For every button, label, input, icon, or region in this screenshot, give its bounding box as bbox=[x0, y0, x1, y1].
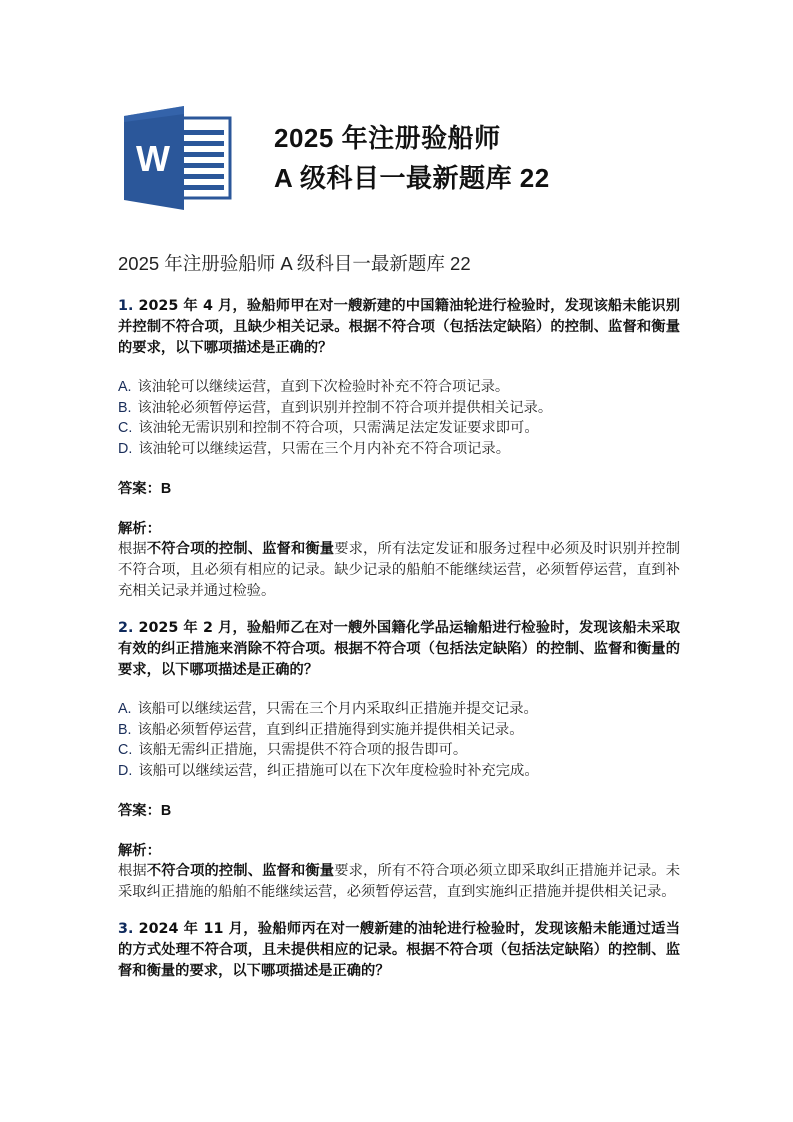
question-block-2 bbox=[118, 618, 680, 903]
analysis-label: 解析： bbox=[118, 843, 161, 859]
answer: 答案：B bbox=[118, 803, 172, 819]
question-text: 2. 2025 年 2 月，验船师乙在对一艘外国籍化学品运输船进行检验时，发现该船未采取有效的纠正措施来消除不符合项。根据不符合项（包括法定缺陷）的控制、监督和衡量的要求，以下哪项描述是正确的？ bbox=[118, 620, 680, 678]
question-text: 1. 2025 年 4 月，验船师甲在对一艘新建的中国籍油轮进行检验时，发现该船未能识别并控制不符合项，且缺少相关记录。根据不符合项（包括法定缺陷）的控制、监督和衡量的要求，以下哪项描述是正确的？ bbox=[118, 298, 680, 356]
answer-value: B bbox=[160, 481, 172, 497]
question-list bbox=[118, 296, 680, 998]
document-heading: 2025 年注册验船师 A 级科目一最新题库 22 bbox=[118, 253, 471, 274]
question-block-3 bbox=[118, 919, 680, 982]
question-block-1 bbox=[118, 296, 680, 602]
answer: 答案：B bbox=[118, 481, 172, 497]
cover-title-line-1: 2025 年注册验船师 bbox=[274, 123, 501, 153]
option-list bbox=[118, 699, 680, 781]
svg-text:W: W bbox=[136, 138, 170, 179]
option-c: C. 该船无需纠正措施，只需提供不符合项的报告即可。 bbox=[118, 742, 468, 758]
answer-value: B bbox=[160, 803, 172, 819]
option-b: B. 该油轮必须暂停运营，直到识别并控制不符合项并提供相关记录。 bbox=[118, 399, 553, 416]
microsoft-word-icon bbox=[124, 106, 232, 210]
analysis-text: 根据不符合项的控制、监督和衡量要求，所有不符合项必须立即采取纠正措施并记录。未采取纠正措施的船舶不能继续运营，必须暂停运营，直到实施纠正措施并提供相关记录。 bbox=[118, 863, 681, 900]
question-number: 1. bbox=[118, 298, 134, 314]
option-d: D. 该船可以继续运营，纠正措施可以在下次年度检验时补充完成。 bbox=[118, 762, 539, 779]
cover-title-line-2: A 级科目一最新题库 22 bbox=[274, 163, 550, 193]
cover-title bbox=[274, 118, 550, 198]
analysis-text: 根据不符合项的控制、监督和衡量要求，所有法定发证和服务过程中必须及时识别并控制不符合项，且必须有相应的记录。缺少记录的船舶不能继续运营，必须暂停运营，直到补充相关记录并通过检验。 bbox=[118, 541, 681, 599]
question-number: 3. bbox=[118, 921, 134, 937]
option-c: C. 该油轮无需识别和控制不符合项，只需满足法定发证要求即可。 bbox=[118, 420, 539, 436]
question-number: 2. bbox=[118, 620, 134, 636]
option-a: A. 该船可以继续运营，只需在三个月内采取纠正措施并提交记录。 bbox=[118, 701, 538, 717]
question-text: 3. 2024 年 11 月，验船师丙在对一艘新建的油轮进行检验时，发现该船未能通过适当的方式处理不符合项，且未提供相应的记录。根据不符合项（包括法定缺陷）的控制、监督和衡量的要求，以下哪项描述是正确的？ bbox=[118, 921, 680, 979]
option-b: B. 该船必须暂停运营，直到纠正措施得到实施并提供相关记录。 bbox=[118, 721, 524, 738]
cover-header bbox=[124, 106, 594, 210]
option-list bbox=[118, 377, 680, 459]
analysis-label: 解析： bbox=[118, 521, 161, 537]
option-a: A. 该油轮可以继续运营，直到下次检验时补充不符合项记录。 bbox=[118, 379, 510, 395]
option-d: D. 该油轮可以继续运营，只需在三个月内补充不符合项记录。 bbox=[118, 440, 511, 457]
